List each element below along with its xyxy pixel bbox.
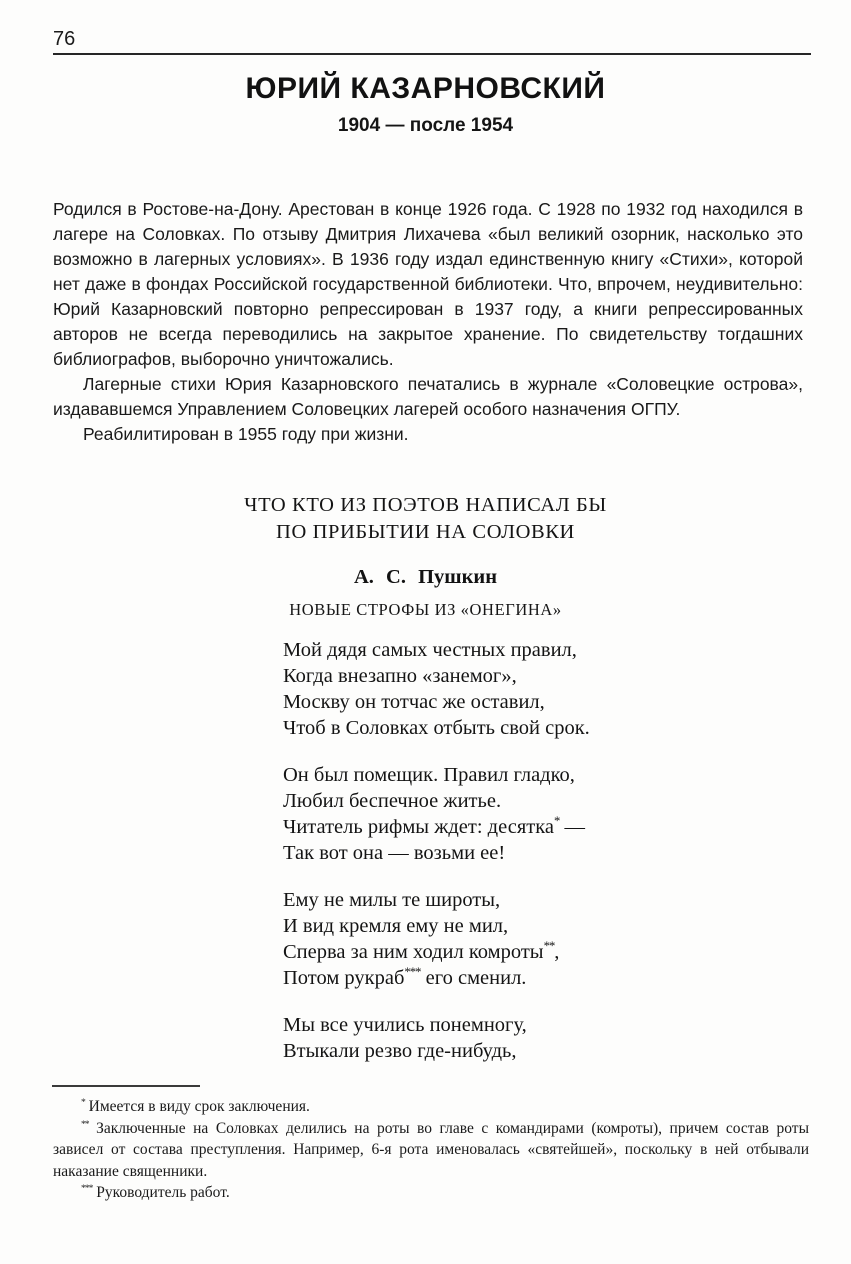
stanza xyxy=(283,887,851,991)
poem-subtitle: НОВЫЕ СТРОФЫ ИЗ «ОНЕГИНА» xyxy=(289,600,562,619)
poem-line: Сперва за ним ходил комроты**, xyxy=(283,939,560,963)
poem-line: Когда внезапно «занемог», xyxy=(283,665,517,687)
poem-author: А. С. Пушкин xyxy=(353,566,498,588)
page-header xyxy=(0,0,851,55)
header-rule xyxy=(53,53,811,55)
footnotes xyxy=(53,1096,809,1204)
footnote-marker: *** xyxy=(81,1182,93,1194)
cycle-title-line-2: ПО ПРИБЫТИИ НА СОЛОВКИ xyxy=(276,521,575,543)
poem-line: Мой дядя самых честных правил, xyxy=(283,639,577,661)
biography-section xyxy=(53,197,803,447)
poem-line: Читатель рифмы ждет: десятка* — xyxy=(283,814,585,838)
page-number: 76 xyxy=(53,28,76,50)
poem-line: Чтоб в Соловках отбыть свой срок. xyxy=(283,717,590,739)
poem-line: Москву он тотчас же оставил, xyxy=(283,691,545,713)
cycle-title-line-1: ЧТО КТО ИЗ ПОЭТОВ НАПИСАЛ БЫ xyxy=(244,494,607,516)
poem-line: Ему не милы те широты, xyxy=(283,889,501,911)
stanza xyxy=(283,637,851,741)
poem-line: Потом рукраб*** его сменил. xyxy=(283,965,527,989)
poem-line: Так вот она — возьми ее! xyxy=(283,842,506,864)
stanza xyxy=(283,762,851,866)
poet-name-heading: ЮРИЙ КАЗАРНОВСКИЙ xyxy=(245,72,606,105)
poem-line: Втыкали резво где-нибудь, xyxy=(283,1040,517,1062)
poem-line: Он был помещик. Правил гладко, xyxy=(283,764,575,786)
bio-paragraph-3: Реабилитирован в 1955 году при жизни. xyxy=(83,424,409,444)
bio-paragraph-2: Лагерные стихи Юрия Казарновского печатались в журнале «Соловецкие острова», издававшемся Управлением Соловецких лагерей особого назначения ОГПУ. xyxy=(53,374,803,419)
cycle-title xyxy=(0,492,851,546)
footnote-marker: * xyxy=(81,1096,85,1108)
footnote: ** Заключенные на Соловках делились на роты во главе с командирами (комроты), причем состав роты зависел от состава преступления. Например, 6-я рота именовалась «святейшей», поскольку в ней отбывали наказание священники. xyxy=(53,1118,809,1180)
stanza xyxy=(283,1012,851,1064)
poem xyxy=(283,637,851,1064)
footnote-marker: ** xyxy=(81,1118,89,1130)
footnote-separator xyxy=(52,1085,200,1087)
footnote: *** Руководитель работ. xyxy=(81,1182,230,1201)
bio-paragraph-1: Родился в Ростове-на-Дону. Арестован в конце 1926 года. С 1928 по 1932 год находился в лагере на Соловках. По отзыву Дмитрия Лихачева «был великий озорник, насколько это возможно в лагерных условиях». В 1936 году издал единственную книгу «Стихи», которой нет даже в фондах Российской государственной библиотеки. Что, впрочем, неудивительно: Юрий Казарновский повторно репрессирован в 1937 году, а книги репрессированных авторов не всегда переводились на закрытое хранение. По свидетельству тогдашних библиографов, выборочно уничтожались. xyxy=(53,199,803,369)
poet-dates: 1904 — после 1954 xyxy=(337,115,514,136)
poem-line: Любил беспечное житье. xyxy=(283,790,502,812)
footnote: * Имеется в виду срок заключения. xyxy=(81,1096,310,1115)
poem-line: Мы все учились понемногу, xyxy=(283,1014,527,1036)
poem-line: И вид кремля ему не мил, xyxy=(283,915,509,937)
